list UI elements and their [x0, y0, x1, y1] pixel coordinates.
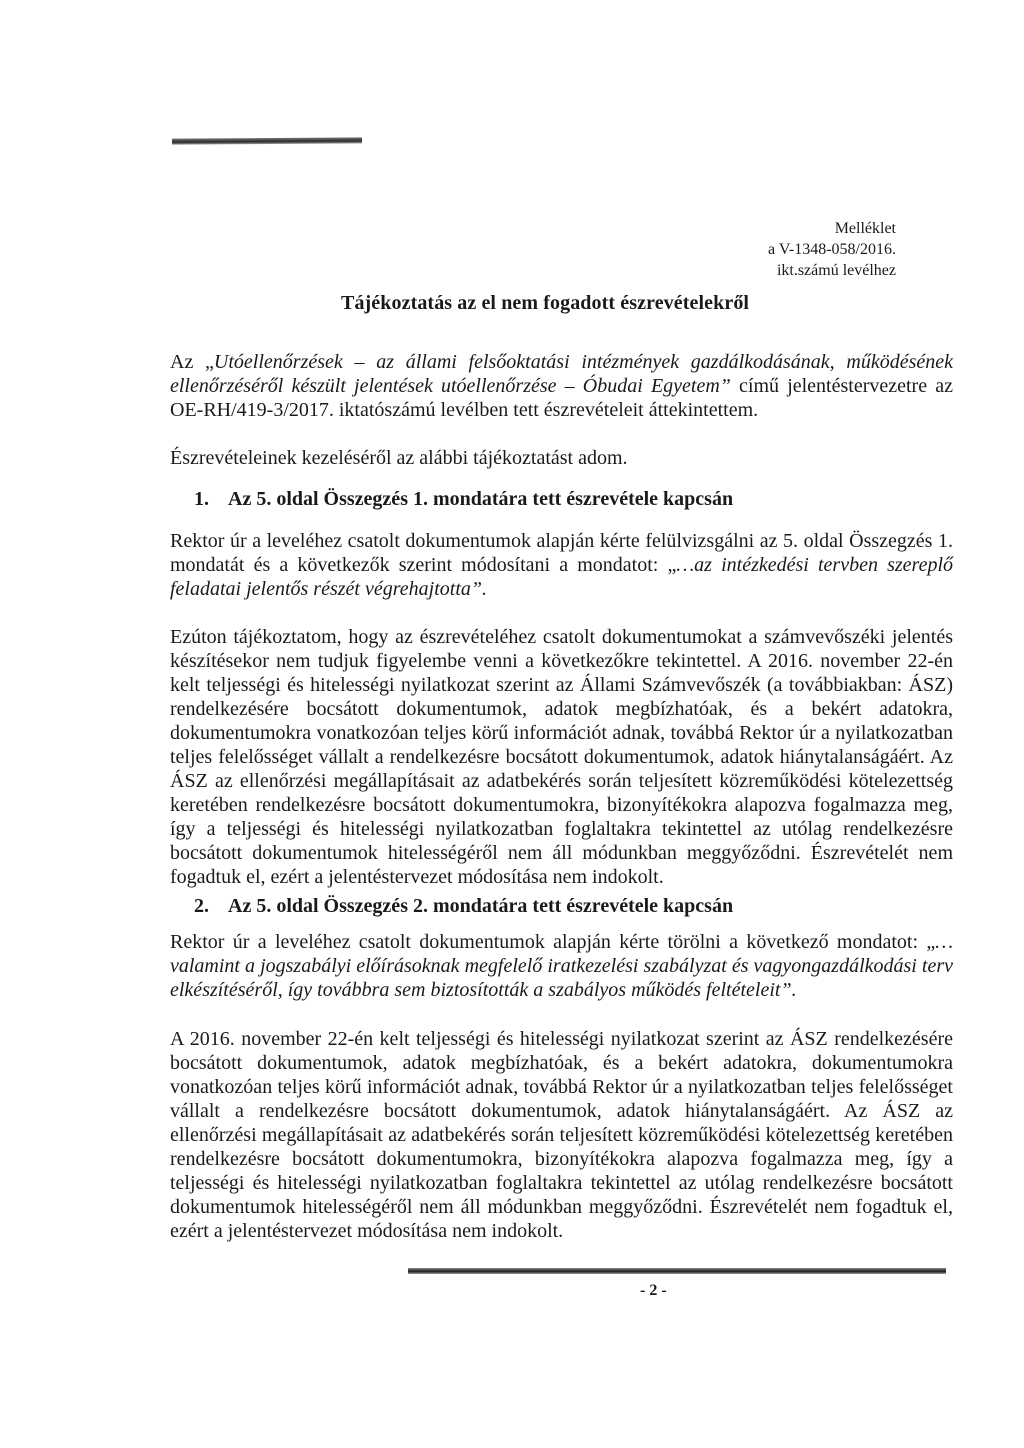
section-2-paragraph-2 [170, 1027, 953, 1243]
section-1-paragraph-2 [170, 625, 953, 889]
intro-prefix: Az „ [170, 351, 214, 373]
annex-label: Melléklet [834, 220, 896, 237]
annex-reference-number: a V-1348-058/2016. [768, 241, 896, 258]
section-2-heading-text: Az 5. oldal Összegzés 2. mondatára tett észrevétele kapcsán [228, 895, 734, 917]
intro-paragraph [170, 350, 953, 422]
page-title: Tájékoztatás az el nem fogadott észrevételekről [341, 292, 750, 314]
section-1-heading-text: Az 5. oldal Összegzés 1. mondatára tett észrevétele kapcsán [228, 488, 734, 510]
section-1-heading [194, 487, 733, 511]
info-line [170, 446, 953, 470]
section-2-paragraph-1 [170, 930, 953, 1002]
section-2-number: 2. [194, 895, 209, 917]
annex-reference [768, 218, 896, 281]
footer-rule [408, 1268, 946, 1274]
info-line-text: Észrevételeinek kezeléséről az alábbi tájékoztatást adom. [170, 447, 628, 469]
intro-suffix: című jelentéstervezetre az OE-RH/419-3/2017. iktatószámú levélben tett észrevételeit áttekintettem. [170, 375, 953, 421]
section-1-paragraph-1 [170, 529, 953, 601]
annex-letter-ref: ikt.számú levélhez [776, 262, 896, 279]
section-2-heading [194, 894, 733, 918]
section-2-p1-quote: …valamint a jogszabályi előírásoknak megfelelő iratkezelési szabályzat és vagyongazdálkodási terv elkészítéséről, így továbbra sem biztosították a szabályos működés feltételeit”. [170, 931, 953, 1001]
section-1-p1-plain: Rektor úr a leveléhez csatolt dokumentumok alapján kérte felülvizsgálni az 5. oldal Összegzés 1. mondatát és a következők szerint módosítani a mondatot: „ [170, 530, 953, 576]
section-1-p1-quote: …az intézkedési tervben szereplő feladatai jelentős részét végrehajtotta”. [170, 554, 954, 600]
section-1-number: 1. [194, 488, 209, 510]
section-2-p2-text: A 2016. november 22-én kelt teljességi és hitelességi nyilatkozat szerint az ÁSZ rendelkezésére bocsátott dokumentumok, adatok megbízhatóak, és a bekért adatokra, dokumentumokra vonatkozóan teljes körű információt adnak, továbbá Rektor úr a nyilatkozatban teljes felelősséget vállalt a rendelkezésre bocsátott dokumentumok, adatok hiánytalanságáért. Az ÁSZ az ellenőrzési megállapításait az adatbekérés során teljesített közreműködési kötelezettség keretében rendelkezésre bocsátott dokumentumokra, bizonyítékokra alapozva fogalmazza meg, így a teljességi és hitelességi nyilatkozatban foglaltakra tekintettel az utólag rendelkezésre bocsátott dokumentumok hitelességéről nem áll módunkban meggyőződni. Észrevételét nem fogadtuk el, ezért a jelentéstervezet módosítása nem indokolt. [170, 1028, 953, 1242]
section-2-p1-plain: Rektor úr a leveléhez csatolt dokumentumok alapján kérte törölni a következő mondatot: „ [170, 931, 936, 953]
page-number: - 2 - [640, 1282, 667, 1299]
section-1-p2-text: Ezúton tájékoztatom, hogy az észrevételéhez csatolt dokumentumokat a számvevőszéki jelentés készítésekor nem tudjuk figyelembe venni a következőkre tekintettel. A 2016. november 22-én kelt teljességi és hitelességi nyilatkozat szerint az Állami Számvevőszék (a továbbiakban: ÁSZ) rendelkezésére bocsátott dokumentumok, adatok megbízhatóak, és a bekért adatokra, dokumentumokra vonatkozóan teljes körű információt adnak, továbbá Rektor úr a nyilatkozatban teljes felelősséget vállalt a rendelkezésre bocsátott dokumentumok, adatok hiánytalanságáért. Az ÁSZ az ellenőrzési megállapításait az adatbekérés során teljesített közreműködési kötelezettség keretében rendelkezésre bocsátott dokumentumokra, bizonyítékokra alapozva fogalmazza meg, így a teljességi és hitelességi nyilatkozatban foglaltakra tekintettel az utólag rendelkezésre bocsátott dokumentumok hitelességéről nem áll módunkban meggyőződni. Észrevételét nem fogadtuk el, ezért a jelentéstervezet módosítása nem indokolt. [170, 626, 953, 888]
scan-artifact-top-bar [172, 137, 362, 144]
intro-report-title: Utóellenőrzések – az állami felsőoktatási intézmények gazdálkodásának, működésének ellenőrzéséről készült jelentések utóellenőrzése – Óbudai Egyetem” [170, 351, 953, 397]
